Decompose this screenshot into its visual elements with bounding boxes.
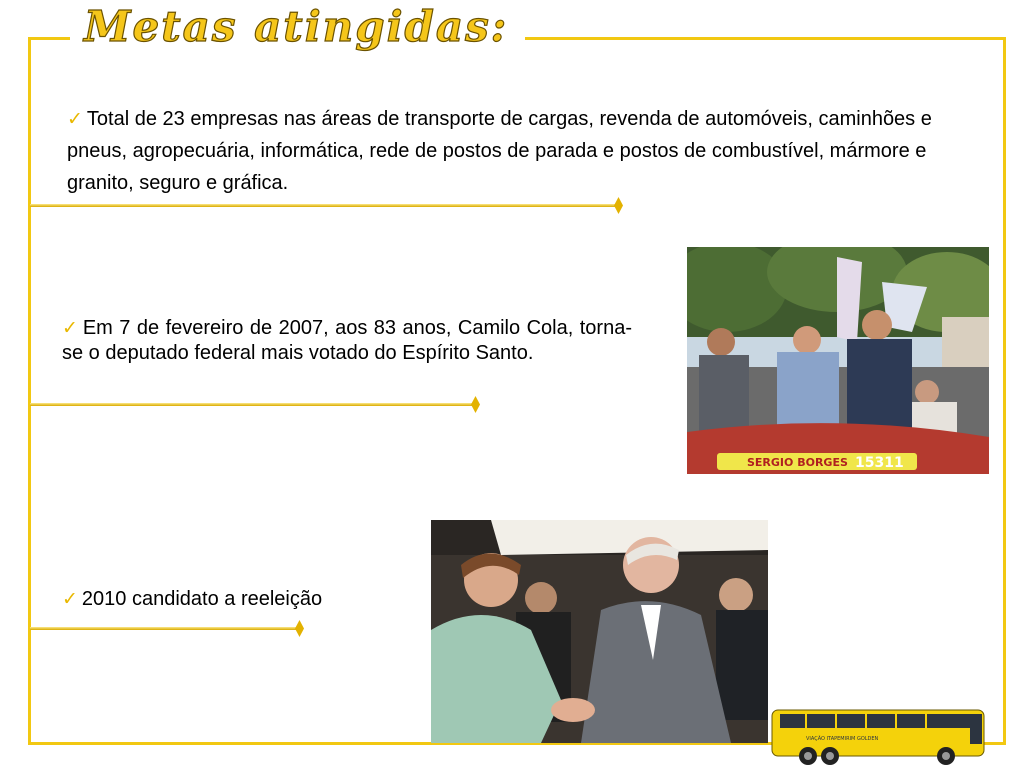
divider-line xyxy=(30,625,304,632)
bullet-item-companies xyxy=(67,103,937,199)
bullet-text: Total de 23 empresas nas áreas de transporte de cargas, revenda de automóveis, caminhões e pneus, agropecuária, informática, rede de postos de parada e postos de combustível, mármore e granito, seguro e gráfica. xyxy=(67,108,932,194)
check-icon: ✓ xyxy=(62,588,78,610)
sign-name: SERGIO BORGES xyxy=(747,456,848,469)
divider-bar xyxy=(30,403,472,406)
divider-bar xyxy=(30,204,615,207)
check-icon: ✓ xyxy=(62,317,79,339)
divider-bar xyxy=(30,627,296,630)
check-icon: ✓ xyxy=(67,108,83,130)
slide-title: Metas atingidas: xyxy=(84,2,509,51)
campaign-photo xyxy=(687,247,989,474)
divider-line xyxy=(30,202,623,209)
bullet-item-election-2007 xyxy=(62,316,632,366)
bullet-item-reelection xyxy=(62,586,322,612)
bullet-text: Em 7 de fevereiro de 2007, aos 83 anos, Camilo Cola, torna-se o deputado federal mais votado do Espírito Santo. xyxy=(62,317,632,364)
bus-side-text: VIAÇÃO ITAPEMIRIM GOLDEN xyxy=(806,736,879,742)
bus-icon xyxy=(766,700,988,768)
bus-illustration xyxy=(766,700,988,768)
handshake-photo-image xyxy=(431,520,768,743)
bullet-text: 2010 candidato a reeleição xyxy=(81,588,323,610)
sign-number: 15311 xyxy=(855,455,904,471)
campaign-photo-image xyxy=(687,247,989,474)
divider-line xyxy=(30,401,480,408)
handshake-photo xyxy=(431,520,768,743)
